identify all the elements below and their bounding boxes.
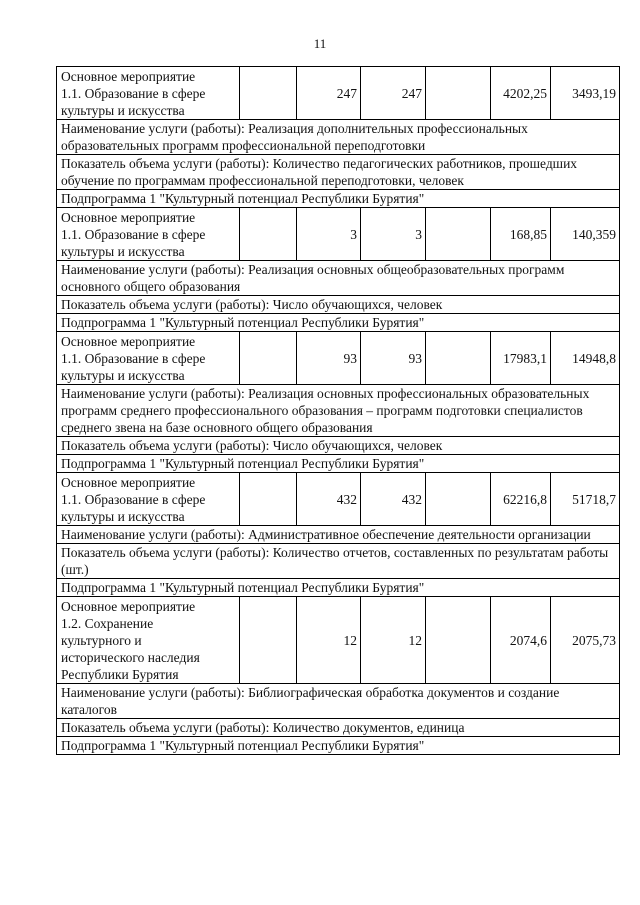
activity-name-cell: Основное мероприятие 1.1. Образование в сфере культуры и искусства <box>57 332 240 385</box>
value-cell-c7: 3493,19 <box>551 67 620 120</box>
value-cell-c5 <box>426 597 491 684</box>
value-cell-c2 <box>240 473 297 526</box>
description-row <box>57 579 620 597</box>
value-cell-c3: 12 <box>297 597 361 684</box>
description-row <box>57 385 620 437</box>
page-number: 11 <box>313 36 327 51</box>
description-row <box>57 120 620 155</box>
description-row <box>57 684 620 719</box>
description-row <box>57 737 620 755</box>
description-cell: Показатель объема услуги (работы): Количество документов, единица <box>57 719 620 737</box>
table-body <box>57 67 620 755</box>
description-row <box>57 544 620 579</box>
value-cell-c3: 432 <box>297 473 361 526</box>
description-cell: Показатель объема услуги (работы): Количество педагогических работников, прошедших обучение по программам профессиональной переподготовки, человек <box>57 155 620 190</box>
value-cell-c5 <box>426 332 491 385</box>
value-cell-c5 <box>426 208 491 261</box>
value-cell-c3: 93 <box>297 332 361 385</box>
activity-row <box>57 597 620 684</box>
activity-name-cell: Основное мероприятие 1.2. Сохранение культурного и исторического наследия Республики Бурятия <box>57 597 240 684</box>
description-row <box>57 190 620 208</box>
value-cell-c7: 2075,73 <box>551 597 620 684</box>
value-cell-c4: 432 <box>361 473 426 526</box>
program-table <box>56 66 620 755</box>
description-row <box>57 261 620 296</box>
description-cell: Наименование услуги (работы): Административное обеспечение деятельности организации <box>57 526 620 544</box>
value-cell-c2 <box>240 208 297 261</box>
value-cell-c6: 2074,6 <box>491 597 551 684</box>
activity-name-cell: Основное мероприятие 1.1. Образование в сфере культуры и искусства <box>57 473 240 526</box>
value-cell-c2 <box>240 597 297 684</box>
activity-row <box>57 208 620 261</box>
description-row <box>57 719 620 737</box>
description-row <box>57 296 620 314</box>
activity-name-cell: Основное мероприятие 1.1. Образование в сфере культуры и искусства <box>57 67 240 120</box>
description-cell: Наименование услуги (работы): Библиографическая обработка документов и создание каталогов <box>57 684 620 719</box>
value-cell-c4: 247 <box>361 67 426 120</box>
value-cell-c2 <box>240 67 297 120</box>
value-cell-c3: 3 <box>297 208 361 261</box>
description-cell: Подпрограмма 1 "Культурный потенциал Республики Бурятия" <box>57 314 620 332</box>
description-cell: Показатель объема услуги (работы): Число обучающихся, человек <box>57 437 620 455</box>
description-cell: Подпрограмма 1 "Культурный потенциал Республики Бурятия" <box>57 579 620 597</box>
description-cell: Подпрограмма 1 "Культурный потенциал Республики Бурятия" <box>57 455 620 473</box>
value-cell-c7: 14948,8 <box>551 332 620 385</box>
value-cell-c7: 140,359 <box>551 208 620 261</box>
value-cell-c6: 4202,25 <box>491 67 551 120</box>
activity-row <box>57 473 620 526</box>
value-cell-c6: 62216,8 <box>491 473 551 526</box>
description-row <box>57 455 620 473</box>
activity-row <box>57 67 620 120</box>
description-cell: Показатель объема услуги (работы): Количество отчетов, составленных по результатам работы (шт.) <box>57 544 620 579</box>
value-cell-c3: 247 <box>297 67 361 120</box>
description-row <box>57 314 620 332</box>
value-cell-c5 <box>426 67 491 120</box>
description-cell: Показатель объема услуги (работы): Число обучающихся, человек <box>57 296 620 314</box>
description-cell: Наименование услуги (работы): Реализация основных профессиональных образовательных программ среднего профессионального образования – программ подготовки специалистов среднего звена на базе основного общего образования <box>57 385 620 437</box>
activity-name-cell: Основное мероприятие 1.1. Образование в сфере культуры и искусства <box>57 208 240 261</box>
value-cell-c4: 3 <box>361 208 426 261</box>
description-row <box>57 526 620 544</box>
description-row <box>57 155 620 190</box>
description-cell: Подпрограмма 1 "Культурный потенциал Республики Бурятия" <box>57 737 620 755</box>
value-cell-c2 <box>240 332 297 385</box>
value-cell-c7: 51718,7 <box>551 473 620 526</box>
value-cell-c4: 93 <box>361 332 426 385</box>
description-cell: Наименование услуги (работы): Реализация дополнительных профессиональных образовательных программ профессиональной переподготовки <box>57 120 620 155</box>
value-cell-c6: 17983,1 <box>491 332 551 385</box>
activity-row <box>57 332 620 385</box>
value-cell-c4: 12 <box>361 597 426 684</box>
value-cell-c5 <box>426 473 491 526</box>
description-cell: Подпрограмма 1 "Культурный потенциал Республики Бурятия" <box>57 190 620 208</box>
description-row <box>57 437 620 455</box>
description-cell: Наименование услуги (работы): Реализация основных общеобразовательных программ основного общего образования <box>57 261 620 296</box>
value-cell-c6: 168,85 <box>491 208 551 261</box>
